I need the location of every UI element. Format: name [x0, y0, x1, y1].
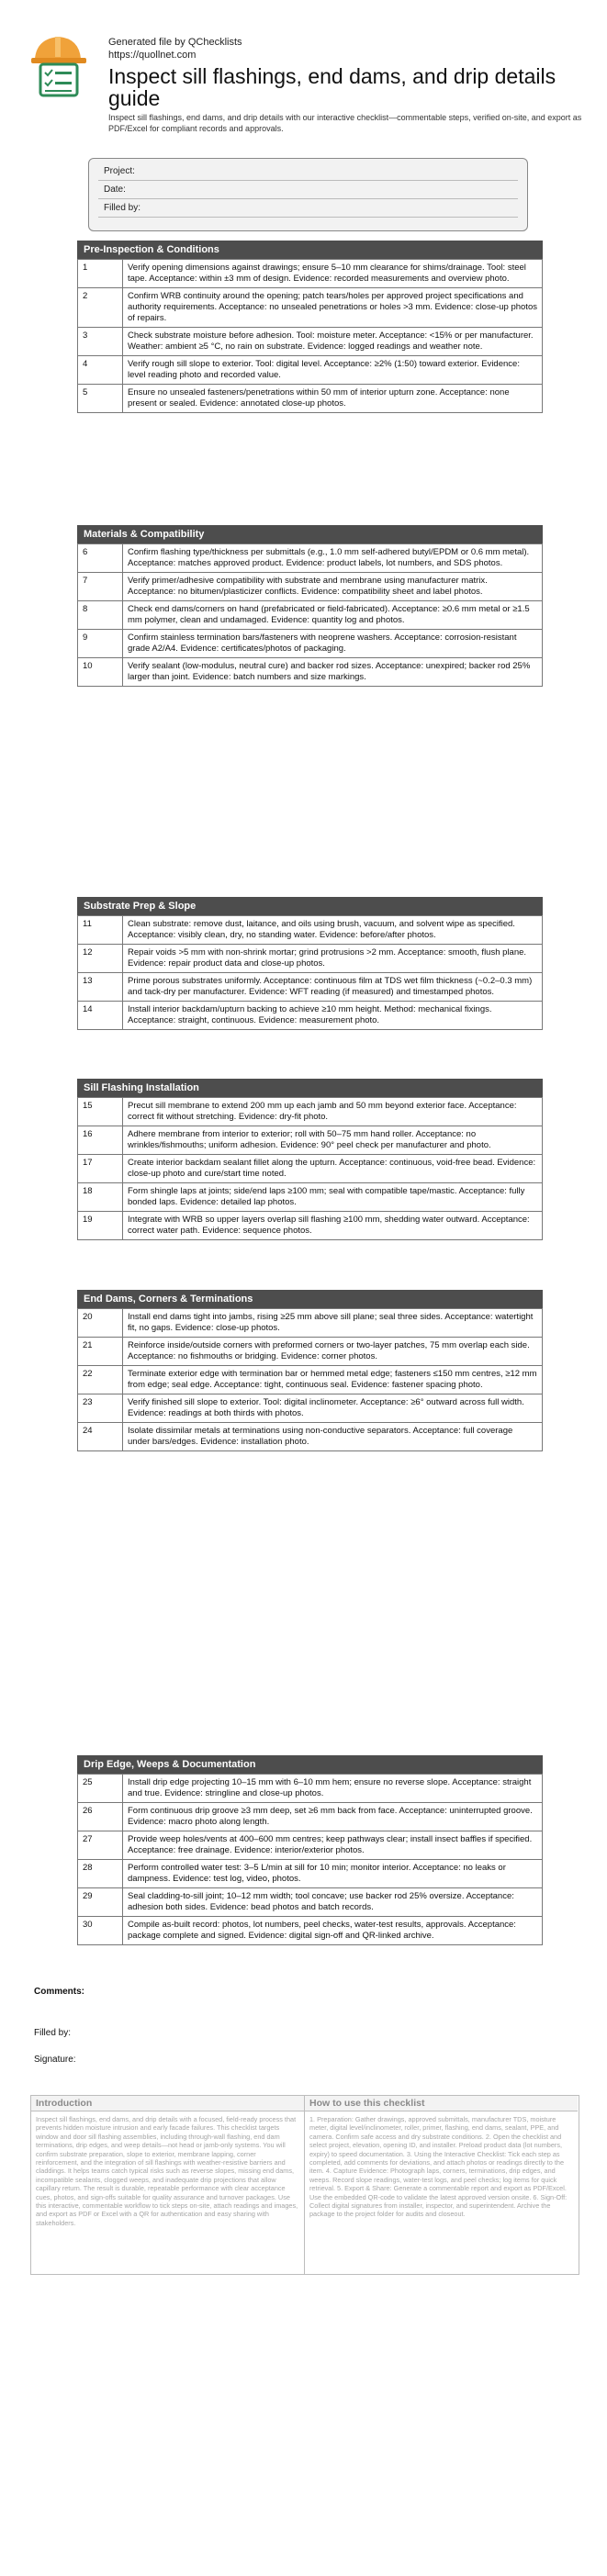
item-number: 13 [78, 973, 123, 1002]
project-info-box [88, 158, 528, 231]
section-heading: End Dams, Corners & Terminations [77, 1290, 543, 1308]
item-number: 19 [78, 1212, 123, 1240]
item-number: 4 [78, 356, 123, 385]
checklist-item[interactable] [78, 1155, 543, 1183]
introduction-column [31, 2096, 305, 2274]
checklist-item[interactable] [78, 1775, 543, 1803]
checklist-item[interactable] [78, 658, 543, 687]
checklist-item[interactable] [78, 973, 543, 1002]
checklist-item[interactable] [78, 356, 543, 385]
section-heading: Substrate Prep & Slope [77, 897, 543, 915]
checklist-item[interactable] [78, 1309, 543, 1338]
item-number: 17 [78, 1155, 123, 1183]
item-text: Form shingle laps at joints; side/end laps ≥100 mm; seal with compatible tape/mastic. Acceptance: fully bonded laps. Evidence: detailed lap photos. [123, 1183, 543, 1212]
section-heading: Pre-Inspection & Conditions [77, 241, 543, 259]
checklist-item[interactable] [78, 1803, 543, 1831]
checklist-item[interactable] [78, 1002, 543, 1030]
item-number: 8 [78, 601, 123, 630]
section-heading: Drip Edge, Weeps & Documentation [77, 1755, 543, 1774]
checklist-table [77, 915, 543, 1030]
checklist-item[interactable] [78, 1212, 543, 1240]
how-to-column [305, 2096, 578, 2274]
checklist-item[interactable] [78, 601, 543, 630]
checklist-item[interactable] [78, 544, 543, 573]
item-text: Compile as-built record: photos, lot numbers, peel checks, water-test results, approvals. Acceptance: package complete and signed. Evidence: digital sign-off and QR-linked archive. [123, 1917, 543, 1945]
item-text: Adhere membrane from interior to exterior; roll with 50–75 mm hand roller. Acceptance: no wrinkles/fishmouths; uniform adhesion. Evidence: 90° peel check per manufacturer and photo. [123, 1126, 543, 1155]
item-text: Verify finished sill slope to exterior. Tool: digital inclinometer. Acceptance: ≥6° outward across full width. Evidence: readings at both thirds with photos. [123, 1394, 543, 1423]
item-text: Integrate with WRB so upper layers overlap sill flashing ≥100 mm, shedding water outward. Acceptance: correct water path. Evidence: sequence photos. [123, 1212, 543, 1240]
item-number: 1 [78, 260, 123, 288]
filled-by-field[interactable]: Filled by: [98, 199, 518, 218]
checklist-item[interactable] [78, 1917, 543, 1945]
item-number: 29 [78, 1888, 123, 1917]
item-number: 28 [78, 1860, 123, 1888]
item-text: Precut sill membrane to extend 200 mm up each jamb and 50 mm beyond exterior face. Acceptance: correct fit without stretching. Evidence: dry-fit photo. [123, 1098, 543, 1126]
checklist-table [77, 259, 543, 413]
item-number: 21 [78, 1338, 123, 1366]
item-text: Prime porous substrates uniformly. Acceptance: continuous film at TDS wet film thickness (~0.2–0.3 mm) and tack-dry per manufacturer. Evidence: WFT reading (if measured) and timestamped photos. [123, 973, 543, 1002]
how-to-text: 1. Preparation: Gather drawings, approved submittals, manufacturer TDS, moisture meter, digital level/inclinometer, roller, primer, flashing, end dams, sealant, PPE, and camera. Confirm safe access and dry substrate conditions. 2. Open the checklist and select project, elevation, opening ID, and installer. Preload product data (lot numbers, expiry) to speed documentation. 3. Using the Interactive Checklist: Tick each step as completed, add comments for deviations, and attach photos or readings directly to the item. 4. Capture Evidence: Photograph laps, corners, terminations, drip edges, and weeps. Record slope readings, water-test logs, and peel checks; log items for quick retrieval. 5. Export & Share: Generate a commentable report and export as PDF/Excel. Use the embedded QR-code to validate the latest approved version onsite. 6. Sign-Off: Collect digital signatures from installer, inspector, and superintendent. Archive the package to the project folder for audits and closeout. [309, 2115, 568, 2219]
item-text: Clean substrate: remove dust, laitance, and oils using brush, vacuum, and solvent wipe as specified. Acceptance: visibly clean, dry, no standing water. Evidence: before/after photos. [123, 916, 543, 945]
checklist-section [77, 897, 543, 1030]
filled-by-label: Filled by: [34, 2028, 72, 2038]
item-text: Terminate exterior edge with termination bar or hemmed metal edge; fasteners ≤150 mm centres, ≥12 mm from edge; seal edge. Acceptance: tight, continuous seal. Evidence: fastener spacing photo. [123, 1366, 543, 1394]
item-text: Install end dams tight into jambs, rising ≥25 mm above sill plane; seal three sides. Acceptance: watertight fit, no gaps. Evidence: close-up photos. [123, 1309, 543, 1338]
checklist-item[interactable] [78, 1831, 543, 1860]
info-panel [30, 2095, 579, 2275]
item-text: Confirm flashing type/thickness per submittals (e.g., 1.0 mm self-adhered butyl/EPDM or 0.6 mm metal). Acceptance: matches approved product. Evidence: product labels, lot numbers, and SDS photos. [123, 544, 543, 573]
item-text: Provide weep holes/vents at 400–600 mm centres; keep pathways clear; install insect baffles if specified. Acceptance: free drainage. Evidence: interior/exterior photos. [123, 1831, 543, 1860]
checklist-table [77, 543, 543, 687]
checklist-section [77, 241, 543, 413]
checklist-item[interactable] [78, 630, 543, 658]
item-text: Repair voids >5 mm with non-shrink mortar; grind protrusions >2 mm. Acceptance: smooth, flush plane. Evidence: repair product data and close-up photos. [123, 945, 543, 973]
date-field[interactable]: Date: [98, 181, 518, 199]
comments-label: Comments: [34, 1987, 85, 1997]
checklist-item[interactable] [78, 1183, 543, 1212]
item-number: 25 [78, 1775, 123, 1803]
item-number: 24 [78, 1423, 123, 1451]
item-number: 18 [78, 1183, 123, 1212]
item-text: Install drip edge projecting 10–15 mm with 6–10 mm hem; ensure no reverse slope. Acceptance: straight and true. Evidence: stringline and close-up photos. [123, 1775, 543, 1803]
item-number: 9 [78, 630, 123, 658]
project-field[interactable]: Project: [98, 162, 518, 181]
checklist-item[interactable] [78, 1423, 543, 1451]
source-url[interactable]: https://quollnet.com [108, 50, 197, 61]
how-to-heading: How to use this checklist [305, 2096, 578, 2111]
checklist-item[interactable] [78, 1338, 543, 1366]
item-text: Isolate dissimilar metals at terminations using non-conductive separators. Acceptance: full coverage under bars/edges. Evidence: installation photo. [123, 1423, 543, 1451]
item-text: Perform controlled water test: 3–5 L/min at sill for 10 min; monitor interior. Acceptance: no leaks or dampness. Evidence: test log, video, photos. [123, 1860, 543, 1888]
item-number: 12 [78, 945, 123, 973]
checklist-section [77, 1290, 543, 1451]
hard-hat-checklist-logo [28, 31, 90, 97]
item-text: Seal cladding-to-sill joint; 10–12 mm width; tool concave; use backer rod 25% oversize. Acceptance: adhesion both sides. Evidence: bead photos and batch records. [123, 1888, 543, 1917]
checklist-table [77, 1097, 543, 1240]
page-subtitle: Inspect sill flashings, end dams, and drip details with our interactive checklist—commentable steps, verified on-site, and export as PDF/Excel for compliant records and approvals. [108, 113, 582, 133]
item-number: 11 [78, 916, 123, 945]
item-number: 27 [78, 1831, 123, 1860]
item-text: Check substrate moisture before adhesion. Tool: moisture meter. Acceptance: <15% or per manufacturer. Weather: ambient ≥5 °C, no rain on substrate. Evidence: logged readings and weather note. [123, 328, 543, 356]
generated-by-text: Generated file by QChecklists [108, 37, 242, 48]
checklist-item[interactable] [78, 1860, 543, 1888]
introduction-heading: Introduction [31, 2096, 304, 2111]
checklist-item[interactable] [78, 328, 543, 356]
item-text: Install interior backdam/upturn backing to achieve ≥10 mm height. Method: mechanical fixings. Acceptance: straight, continuous. Evidence: measurement photo. [123, 1002, 543, 1030]
item-text: Form continuous drip groove ≥3 mm deep, set ≥6 mm back from face. Acceptance: uninterrupted groove. Evidence: macro photo along length. [123, 1803, 543, 1831]
checklist-section [77, 1079, 543, 1240]
item-text: Verify sealant (low-modulus, neutral cure) and backer rod sizes. Acceptance: unexpired; backer rod 25% larger than joint. Evidence: batch numbers and size markings. [123, 658, 543, 687]
section-heading: Sill Flashing Installation [77, 1079, 543, 1097]
checklist-item[interactable] [78, 916, 543, 945]
checklist-item[interactable] [78, 945, 543, 973]
item-text: Confirm WRB continuity around the opening; patch tears/holes per approved project specifications and authority requirements. Acceptance: no unsealed penetrations or holes >3 mm. Evidence: close-up photos of repairs. [123, 288, 543, 328]
item-number: 22 [78, 1366, 123, 1394]
signature-label: Signature: [34, 2055, 76, 2065]
checklist-item[interactable] [78, 288, 543, 328]
item-number: 6 [78, 544, 123, 573]
item-number: 14 [78, 1002, 123, 1030]
checklist-item[interactable] [78, 1394, 543, 1423]
item-text: Verify primer/adhesive compatibility with substrate and membrane using manufacturer matrix. Acceptance: no bitumen/plasticizer conflicts. Evidence: compatibility sheet and label photos. [123, 573, 543, 601]
item-number: 23 [78, 1394, 123, 1423]
item-text: Verify opening dimensions against drawings; ensure 5–10 mm clearance for shims/drainage. Tool: steel tape. Acceptance: within ±3 mm of design. Evidence: recorded measurements and overview photo. [123, 260, 543, 288]
checklist-item[interactable] [78, 385, 543, 413]
checklist-section [77, 525, 543, 687]
item-number: 5 [78, 385, 123, 413]
checklist-section [77, 1755, 543, 1945]
checklist-item[interactable] [78, 1888, 543, 1917]
item-text: Verify rough sill slope to exterior. Tool: digital level. Acceptance: ≥2% (1:50) toward exterior. Evidence: level reading photo and recorded value. [123, 356, 543, 385]
item-text: Confirm stainless termination bars/fasteners with neoprene washers. Acceptance: corrosion-resistant grade A2/A4. Evidence: certificates/photos of packaging. [123, 630, 543, 658]
section-heading: Materials & Compatibility [77, 525, 543, 543]
introduction-text: Inspect sill flashings, end dams, and drip details with a focused, field-ready process that prevents hidden moisture intrusion and early facade failures. This checklist targets window and door sill flashing assemblies, including through-wall flashing, end dam terminations, drip edges, and weep details—not head or jamb-only systems. You will confirm substrate preparation, slope to exterior, membrane lapping, corner reinforcement, and the integration of sill flashings with weather-resistive barriers and claddings. It helps teams catch typical risks such as reverse slopes, missing end dams, incompatible sealants, clogged weeps, and inadequate drip projections that allow capillary return. The result is durable, repeatable performance with clear acceptance cues, photos, and sign-offs suitable for quality assurance and turnover packages. Use this interactive, commentable workflow to tick steps on-site, attach readings and images, and export as PDF or Excel with a QR for authentication and easy sharing with stakeholders. [36, 2115, 298, 2227]
checklist-item[interactable] [78, 573, 543, 601]
item-number: 30 [78, 1917, 123, 1945]
checklist-table [77, 1774, 543, 1945]
item-number: 16 [78, 1126, 123, 1155]
checklist-item[interactable] [78, 1366, 543, 1394]
checklist-item[interactable] [78, 260, 543, 288]
item-text: Reinforce inside/outside corners with preformed corners or two-layer patches, 75 mm overlap each side. Acceptance: no fishmouths or bridging. Evidence: corner photos. [123, 1338, 543, 1366]
item-number: 2 [78, 288, 123, 328]
item-number: 20 [78, 1309, 123, 1338]
item-number: 7 [78, 573, 123, 601]
page-title: Inspect sill flashings, end dams, and drip details guide [108, 64, 556, 110]
item-text: Check end dams/corners on hand (prefabricated or field-fabricated). Acceptance: ≥0.6 mm metal or ≥1.5 mm polymer, clean and undamaged. Evidence: quantity log and photos. [123, 601, 543, 630]
checklist-table [77, 1308, 543, 1451]
checklist-item[interactable] [78, 1098, 543, 1126]
checklist-item[interactable] [78, 1126, 543, 1155]
item-text: Create interior backdam sealant fillet along the upturn. Acceptance: continuous, void-free bead. Evidence: close-up photo and cure/start time noted. [123, 1155, 543, 1183]
item-text: Ensure no unsealed fasteners/penetrations within 50 mm of interior upturn zone. Acceptance: none present or sealed. Evidence: annotated close-up photos. [123, 385, 543, 413]
item-number: 26 [78, 1803, 123, 1831]
item-number: 3 [78, 328, 123, 356]
item-number: 15 [78, 1098, 123, 1126]
item-number: 10 [78, 658, 123, 687]
